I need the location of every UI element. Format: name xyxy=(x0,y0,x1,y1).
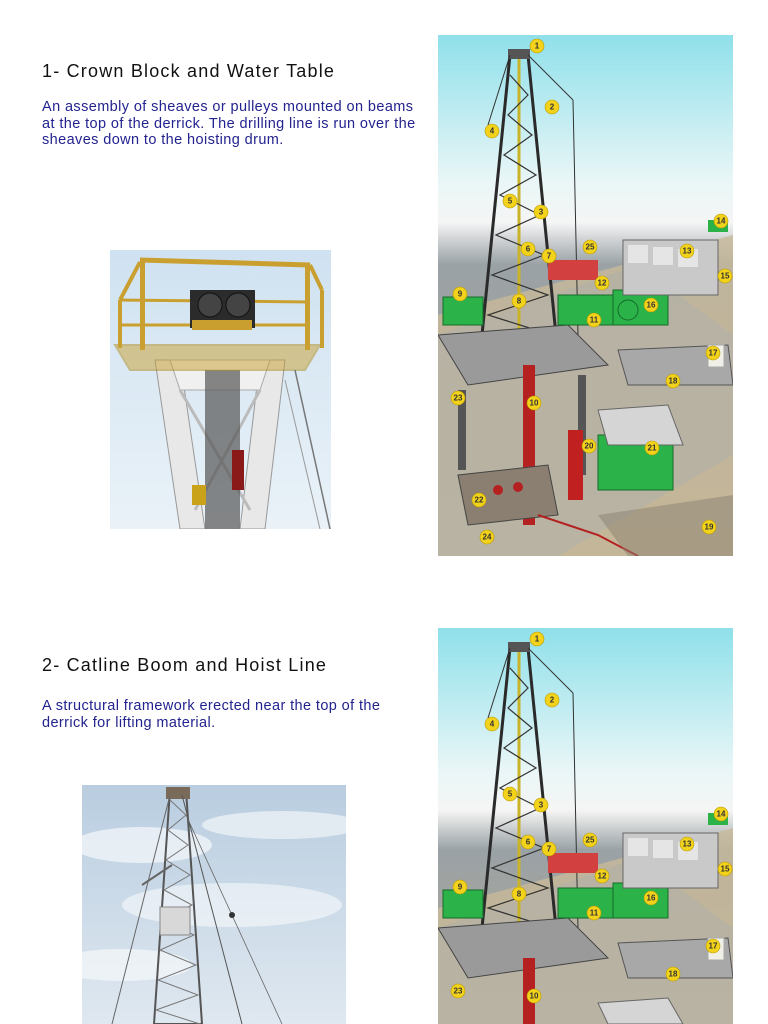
callout-16: 16 xyxy=(646,300,656,310)
callout-17: 17 xyxy=(708,941,718,951)
callout-22: 22 xyxy=(474,495,484,505)
callout-3: 3 xyxy=(538,800,544,810)
callout-25: 25 xyxy=(585,835,595,845)
callout-4: 4 xyxy=(489,719,495,729)
section-1-title: 1- Crown Block and Water Table xyxy=(42,61,336,81)
callout-2: 2 xyxy=(549,695,555,705)
callout-11: 11 xyxy=(589,315,599,325)
callout-1: 1 xyxy=(534,634,540,644)
callout-4: 4 xyxy=(489,126,495,136)
callout-9: 9 xyxy=(457,882,463,892)
callout-5: 5 xyxy=(507,196,513,206)
callout-5: 5 xyxy=(507,789,513,799)
callout-15: 15 xyxy=(720,864,730,874)
callout-16: 16 xyxy=(646,893,656,903)
callout-2: 2 xyxy=(549,102,555,112)
callout-8: 8 xyxy=(516,296,522,306)
callout-12: 12 xyxy=(597,278,607,288)
crown-block-photo xyxy=(110,250,331,529)
callout-17: 17 xyxy=(708,348,718,358)
callout-19: 19 xyxy=(704,522,714,532)
callout-11: 11 xyxy=(589,908,599,918)
callout-10: 10 xyxy=(529,991,539,1001)
callout-13: 13 xyxy=(682,839,692,849)
callout-10: 10 xyxy=(529,398,539,408)
callout-25: 25 xyxy=(585,242,595,252)
section-1-description: An assembly of sheaves or pulleys mounted on beams at the top of the derrick. The drilling line is run over the sheaves down to the hoisting drum. xyxy=(42,99,416,148)
callout-12: 12 xyxy=(597,871,607,881)
callout-14: 14 xyxy=(716,216,726,226)
callout-23: 23 xyxy=(453,986,463,996)
callout-23: 23 xyxy=(453,393,463,403)
callout-13: 13 xyxy=(682,246,692,256)
drilling-rig-diagram-1 xyxy=(438,35,733,556)
callout-7: 7 xyxy=(546,251,552,261)
drilling-rig-diagram-2 xyxy=(438,628,733,1024)
callout-18: 18 xyxy=(668,969,678,979)
callout-3: 3 xyxy=(538,207,544,217)
callout-6: 6 xyxy=(525,837,531,847)
section-2-title: 2- Catline Boom and Hoist Line xyxy=(42,655,328,675)
callout-18: 18 xyxy=(668,376,678,386)
callout-9: 9 xyxy=(457,289,463,299)
callout-15: 15 xyxy=(720,271,730,281)
callout-6: 6 xyxy=(525,244,531,254)
callout-1: 1 xyxy=(534,41,540,51)
callout-20: 20 xyxy=(584,441,594,451)
catline-boom-photo xyxy=(82,785,346,1024)
callout-7: 7 xyxy=(546,844,552,854)
callout-24: 24 xyxy=(482,532,492,542)
callout-8: 8 xyxy=(516,889,522,899)
section-2-description: A structural framework erected near the top of the derrick for lifting material. xyxy=(42,698,381,731)
callout-21: 21 xyxy=(647,443,657,453)
callout-14: 14 xyxy=(716,809,726,819)
